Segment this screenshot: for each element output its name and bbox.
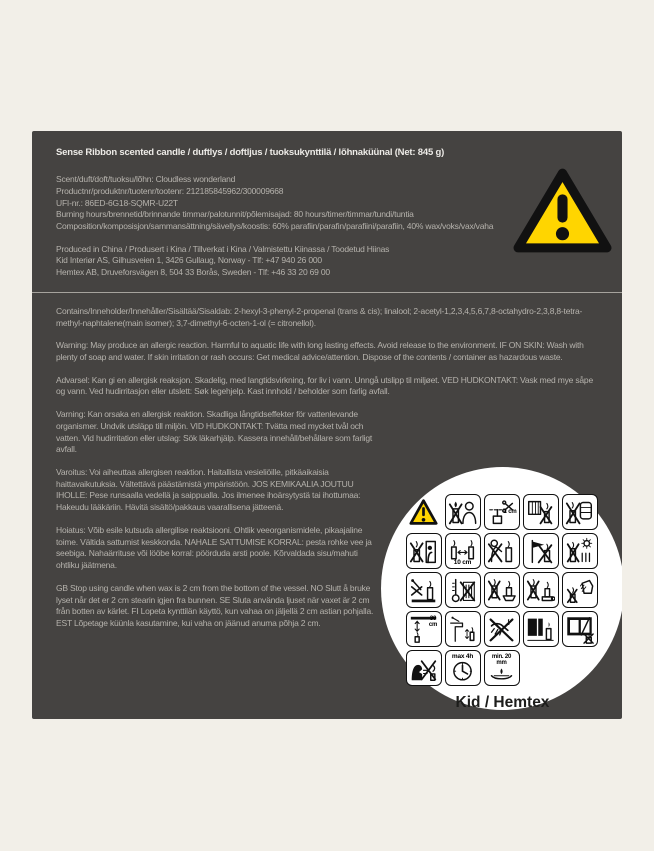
safety-pictogram-circle [381,467,622,710]
warning-no-paragraph: Advarsel: Kan gi en allergisk reaksjon. Skadelig, med langtidsvirkning, for liv i vann. Unngå utslipp til miljøet. VED HUDKONTAKT: Vask med mye såpe og vann. Ved hudirritasjon eller utslett: Søk legehjelp. Kast innhold / beholder som farlig avfall. [56,374,593,397]
heat-resistant-surface-icon [406,572,442,608]
pictogram-row-4 [406,611,600,647]
pictogram-row-5 [406,650,600,686]
trim-wick-icon [484,494,520,530]
keep-from-tv-panels-icon [523,611,559,647]
keep-from-heat-sunlight-icon [562,533,598,569]
trim-wick-label: 1 cm [503,509,517,515]
usage-note-paragraph: GB Stop using candle when wax is 2 cm from the bottom of the vessel. NO Slutt å bruke lyset når det er 2 cm stearin igjen fra bunnen. SE Sluta använda ljuset när vaxet är 2 cm från botten av kärlet. FI Lopeta kynttilän käyttö, kun vahaa on jäljellä 2 cm astian pohjalla. EST Lõpetage küünla kasutamine, kui vaha on jäänud anuma põhja 2 cm. [56,582,374,628]
no-candle-on-bedding-icon [562,494,598,530]
min-wax-depth-label: min. 20 mm [491,654,512,666]
use-candle-holder-icon [484,572,520,608]
keep-from-children-pets-icon [406,533,442,569]
clearance-above-icon [406,611,442,647]
ufi-line: UFI-nr.: 86ED-6G18-SQMR-U22T [56,197,178,208]
separator-line [32,292,622,293]
warning-fi-paragraph: Varoitus: Voi aiheuttaa allergisen reaktion. Haitallista vesieliöille, pitkäaikaisia haittavaikutuksia. Vältettävä päästämistä ympäristöön. JOS KEMIKAALIA JOUTUU IHOLLE: Pese runsaalla vedellä ja saippualla. Jos ilmenee ihoärsytystä tai ihottumaa: Hakeudu lääkäriin. Hävitä sisältö/pakkaus vaarallisena jätteenä. [56,467,361,513]
scent-line: Scent/duft/doft/tuoksu/lõhn: Cloudless wonderland [56,174,236,185]
pictogram-row-2 [406,533,600,569]
never-leave-unattended-icon [445,494,481,530]
keep-away-flammable-icon [523,494,559,530]
keep-from-window-curtain-icon [562,611,598,647]
product-title: Sense Ribbon scented candle / duftlys / doftljus / tuoksukynttilä / lõhnaküünal (Net: 845 g) [56,147,445,158]
candle-distance-icon [445,533,481,569]
no-heat-sources-icon [445,572,481,608]
max-burn-time-label: max 4h [451,653,474,660]
product-info-block [56,174,598,233]
no-touching-hot-wax-icon [484,611,520,647]
product-number-line: Productnr/produktnr/tuotenr/tootenr: 212185845962/300009668 [56,185,284,196]
no-touching-burning-candle-icon [484,533,520,569]
clearance-label: 30 cm [428,616,438,628]
contains-paragraph: Contains/Inneholder/Innehåller/Sisältää/Sisaldab: 2-hexyl-3-phenyl-2-propenal (trans & cis); linalool; 2-acetyl-1,2,3,4,5,6,7,8-octahydro-2,3,8,8-tetra-methyl-naphtalene(main isomer); 3,7-dimethyl-6-octen-1-ol (= citronellol). [56,305,583,328]
label-card [32,131,622,719]
no-blowing-out-icon [406,650,442,686]
no-moving-burning-candle-icon [523,572,559,608]
pictogram-grid [406,494,600,689]
produced-in-line: Produced in China / Produsert i Kina / Tillverkat i Kina / Valmistettu Kiinassa / Toodetud Hiinas [56,243,390,254]
pictogram-row-1 [406,494,600,530]
warning-se-paragraph: Varning: Kan orsaka en allergisk reaktion. Skadliga långtidseffekter för vattenlevande organismer. Undvik utsläpp till miljön. VID HUDKONTAKT: Tvätta med mycket tvål och vatten. Vid hudirritation eller utslag: Sök läkarhjälp. Kassera innehåll/behållare som farligt avfall. [56,409,373,455]
composition-line: Composition/komposisjon/sammansättning/sävellys/koostis: 60% parafiin/parafin/parafiini/parafiin, 40% wax/voks/vax/vaha [56,220,494,231]
warning-triangle-small-icon [406,494,442,530]
no-water-extinguish-icon [562,572,598,608]
max-burn-time-icon [445,650,481,686]
hemtex-address-line: Hemtex AB, Druveforsvägen 8, 504 33 Borås, Sweden - Tlf: +46 33 20 69 00 [56,267,330,278]
candle-distance-label: 10 cm [453,558,472,566]
brand-text: Kid / Hemtex [455,694,550,711]
min-wax-depth-icon [484,650,520,686]
avoid-drafts-icon [523,533,559,569]
warning-en-paragraph: Warning: May produce an allergic reaction. Harmful to aquatic life with long lasting effects. Avoid release to the environment. IF ON SKIN: Wash with plenty of soap and water. If skin irritation or rash occurs: Get medical advice/attention. Dispose of the contents / container as hazardous waste. [56,340,584,363]
shelf-distance-icon [445,611,481,647]
warning-ee-paragraph: Hoiatus: Võib esile kutsuda allergilise reaktsiooni. Ohtlik veeorganismidele, pikaajaline toime. Vältida sattumist keskkonda. NAHALE SATTUMISE KORRAL: pesta rohke vee ja seebiga. Nahaärrituse või lööbe korral: pöörduda arsti poole. Kõrvaldada sisu/mahuti ohtliku jäätmena. [56,524,372,571]
pictogram-row-3 [406,572,600,608]
burning-hours-line: Burning hours/brennetid/brinnande timmar/palotunnit/põlemisajad: 80 hours/timer/timmar/tundi/tuntia [56,209,414,220]
kid-address-line: Kid Interiør AS, Gilhusveien 1, 3426 Gullaug, Norway - Tlf: +47 940 26 000 [56,255,322,266]
producer-info-block [56,244,598,279]
